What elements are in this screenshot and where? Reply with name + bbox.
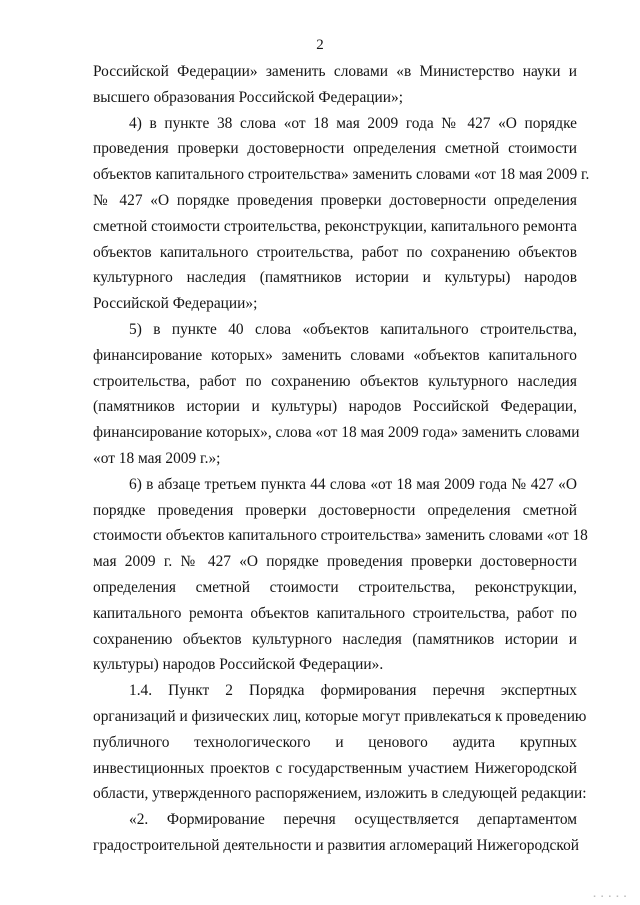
paragraph-line: «от 18 мая 2009 г.»;	[93, 449, 221, 467]
page-number: 2	[316, 37, 324, 53]
paragraph-line: порядке проведения проверки достоверности определения сметной	[93, 501, 577, 519]
paragraph-p2	[93, 317, 580, 472]
paragraph-line: 4) в пункте 38 слова «от 18 мая 2009 года № 427 «О порядке	[129, 114, 577, 132]
paragraph-line: (памятников истории и культуры) народов Российской Федерации,	[93, 398, 577, 416]
paragraph-line: 5) в пункте 40 слова «объектов капитального строительства,	[129, 320, 577, 338]
paragraph-p1	[93, 111, 590, 317]
paragraph-line: организаций и физических лиц, которые могут привлекаться к проведению	[93, 707, 587, 725]
paragraph-line: культурного наследия (памятников истории и культуры) народов	[93, 269, 577, 287]
paragraph-line: финансирование которых», слова «от 18 мая 2009 года» заменить словами	[93, 424, 580, 442]
paragraph-line: области, утвержденного распоряжением, изложить в следующей редакции:	[93, 785, 587, 803]
paragraph-line: определения сметной стоимости строительства, реконструкции,	[93, 578, 577, 596]
scan-edge-marks: ▪ ▪ ▪ ▪ ▪	[593, 894, 628, 900]
paragraph-line: капитального ремонта объектов капитального строительства, работ по	[93, 604, 577, 622]
paragraph-line: сохранению объектов культурного наследия (памятников истории и	[93, 630, 577, 648]
paragraph-p3	[93, 472, 588, 678]
paragraph-line: 6) в абзаце третьем пункта 44 слова «от 18 мая 2009 года № 427 «О	[129, 475, 577, 493]
paragraph-p4	[93, 678, 587, 807]
paragraph-line: культуры) народов Российской Федерации».	[93, 656, 384, 674]
paragraph-line: объектов капитального строительства» заменить словами «от 18 мая 2009 г.	[93, 166, 590, 184]
paragraph-line: градостроительной деятельности и развития агломераций Нижегородской	[93, 836, 579, 854]
paragraph-line: объектов капитального строительства, работ по сохранению объектов	[93, 243, 577, 261]
paragraph-line: публичного технологического и ценового аудита крупных	[93, 733, 577, 751]
paragraph-line: финансирование которых» заменить словами «объектов капитального	[93, 346, 577, 364]
paragraph-line: Российской Федерации» заменить словами «в Министерство науки и	[93, 63, 577, 80]
paragraph-line: стоимости объектов капитального строительства» заменить словами «от 18	[93, 527, 588, 545]
paragraph-line: № 427 «О порядке проведения проверки достоверности определения	[93, 191, 577, 209]
paragraph-line: строительства, работ по сохранению объектов культурного наследия	[93, 372, 577, 390]
paragraph-line: высшего образования Российской Федерации»;	[93, 88, 403, 106]
paragraph-line: 1.4. Пункт 2 Порядка формирования перечня экспертных	[129, 682, 577, 700]
paragraph-p5	[93, 807, 577, 859]
paragraph-p0	[93, 59, 577, 111]
paragraph-line: инвестиционных проектов с государственным участием Нижегородской	[93, 759, 577, 777]
paragraph-line: проведения проверки достоверности определения сметной стоимости	[93, 140, 577, 158]
paragraph-line: мая 2009 г. № 427 «О порядке проведения проверки достоверности	[93, 553, 577, 571]
paragraph-line: «2. Формирование перечня осуществляется департаментом	[129, 811, 577, 829]
paragraph-line: сметной стоимости строительства, реконструкции, капитального ремонта	[93, 217, 577, 235]
paragraph-line: Российской Федерации»;	[93, 295, 258, 313]
document-body	[93, 59, 590, 859]
